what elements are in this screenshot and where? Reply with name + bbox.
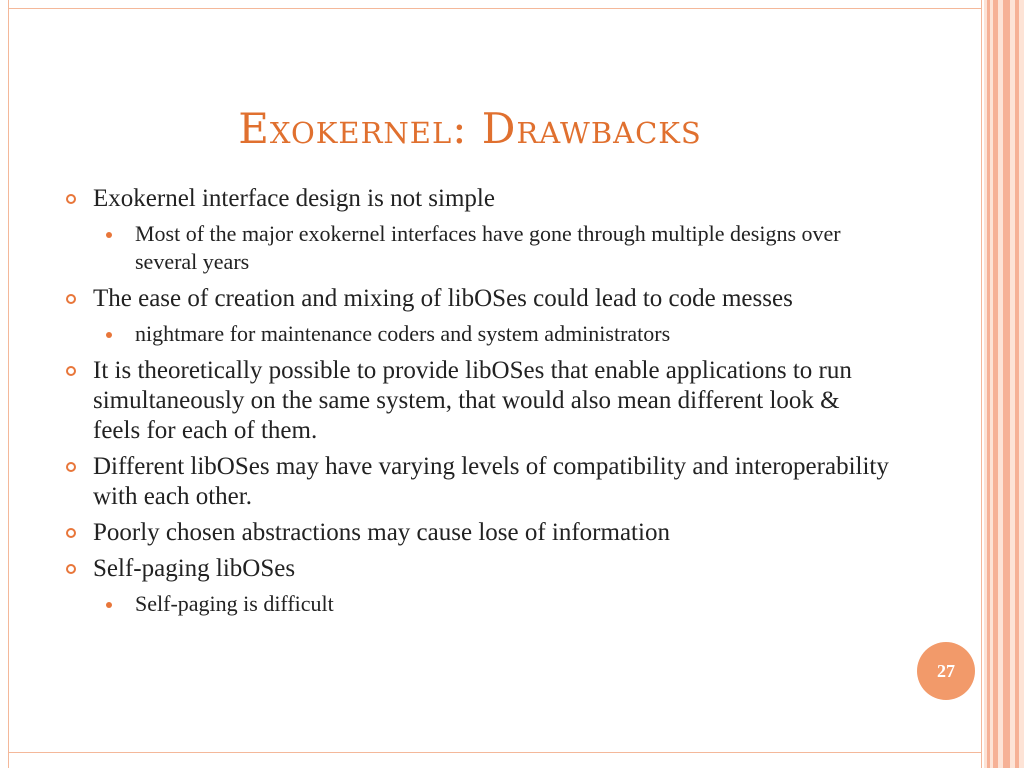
bullet-item — [62, 452, 892, 512]
ring-bullet-icon — [66, 564, 76, 574]
sub-bullet-item — [62, 590, 892, 618]
frame-right-line — [981, 0, 982, 768]
bullet-text: It is theoretically possible to provide libOSes that enable applications to run simultaneously on the same system, that would also mean different look & feels for each of them. — [93, 357, 852, 444]
dot-bullet-icon — [106, 232, 112, 238]
bullet-text: Different libOSes may have varying levels of compatibility and interoperability with each other. — [93, 453, 889, 510]
sub-bullet-text: nightmare for maintenance coders and system administrators — [135, 321, 671, 346]
ring-bullet-icon — [66, 194, 76, 204]
bullet-text: Exokernel interface design is not simple — [93, 185, 495, 212]
decorative-stripe — [993, 0, 998, 768]
bullet-text: Self-paging libOSes — [93, 555, 296, 582]
bullet-item — [62, 284, 892, 314]
frame-top-line — [8, 8, 982, 9]
decorative-stripe — [987, 0, 990, 768]
ring-bullet-icon — [66, 366, 76, 376]
decorative-stripe — [1015, 0, 1019, 768]
ring-bullet-icon — [66, 528, 76, 538]
bullet-list — [62, 184, 892, 626]
bullet-item — [62, 554, 892, 584]
dot-bullet-icon — [106, 332, 112, 338]
bullet-item — [62, 184, 892, 214]
sub-bullet-item — [62, 220, 892, 276]
slide-title: Exokernel: Drawbacks — [238, 104, 702, 153]
sub-bullet-text: Self-paging is difficult — [135, 591, 334, 616]
frame-bottom-line — [8, 752, 982, 753]
dot-bullet-icon — [106, 602, 112, 608]
page-number-badge: 27 — [917, 642, 975, 700]
sub-bullet-item — [62, 320, 892, 348]
bullet-item — [62, 356, 892, 446]
ring-bullet-icon — [66, 462, 76, 472]
bullet-text: Poorly chosen abstractions may cause lose of information — [93, 519, 670, 546]
bullet-item — [62, 518, 892, 548]
decorative-stripe — [1003, 0, 1010, 768]
ring-bullet-icon — [66, 294, 76, 304]
sub-bullet-text: Most of the major exokernel interfaces have gone through multiple designs over several years — [135, 221, 841, 274]
bullet-text: The ease of creation and mixing of libOSes could lead to code messes — [93, 285, 793, 312]
